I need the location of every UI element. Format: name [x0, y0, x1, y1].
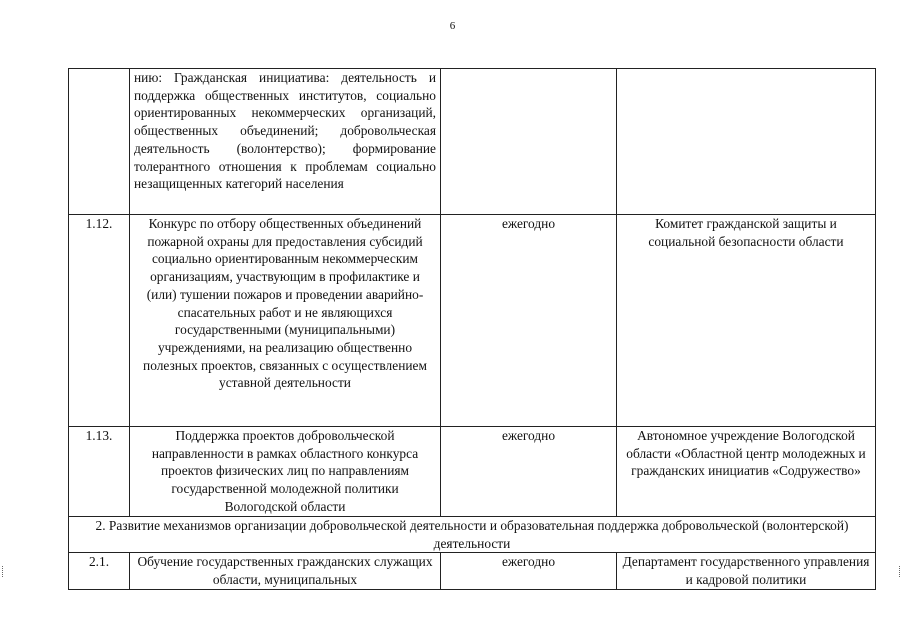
- section-heading: 2. Развитие механизмов организации добровольческой деятельности и образовательная поддержка добровольческой (волонтерской) деятельности: [69, 517, 876, 553]
- row-number: 1.12.: [69, 215, 130, 427]
- measure-term: ежегодно: [441, 427, 617, 517]
- measure-description: Поддержка проектов добровольческой направленности в рамках областного конкурса проектов физических лиц по направлениям государственной молодежной политики Вологодской области: [130, 427, 441, 517]
- table-row: [69, 69, 876, 215]
- row-number: 1.13.: [69, 427, 130, 517]
- measure-responsible: Департамент государственного управления и кадровой политики: [617, 553, 876, 589]
- measure-responsible: [617, 69, 876, 215]
- table-row: [69, 553, 876, 589]
- table-row: [69, 427, 876, 517]
- measure-description: Обучение государственных гражданских служащих области, муниципальных: [130, 553, 441, 589]
- row-number: [69, 69, 130, 215]
- page-number: 6: [449, 20, 456, 32]
- measure-responsible: Комитет гражданской защиты и социальной безопасности области: [617, 215, 876, 427]
- measure-term: ежегодно: [441, 553, 617, 589]
- measure-term: [441, 69, 617, 215]
- row-number: 2.1.: [69, 553, 130, 589]
- measure-responsible: Автономное учреждение Вологодской области «Областной центр молодежных и гражданских инициатив «Содружество»: [617, 427, 876, 517]
- measures-table: [68, 68, 876, 590]
- section-row: [69, 517, 876, 553]
- measure-description: нию: Гражданская инициатива: деятельность и поддержка общественных институтов, социально ориентированных некоммерческих организаций, общественных объединений; добровольческая деятельность (волонтерство); формирование толерантного отношения к проблемам социально незащищенных категорий населения: [130, 69, 441, 215]
- scan-edge-mark: [2, 566, 6, 577]
- measure-description: Конкурс по отбору общественных объединений пожарной охраны для предоставления субсидий социально ориентированным некоммерческим организациям, участвующим в профилактике и (или) тушении пожаров и проведении аварийно-спасательных работ и не являющихся государственными (муниципальными) учреждениями, на реализацию общественно полезных проектов, связанных с осуществлением уставной деятельности: [130, 215, 441, 427]
- scan-edge-mark: [899, 566, 903, 577]
- table-row: [69, 215, 876, 427]
- measure-term: ежегодно: [441, 215, 617, 427]
